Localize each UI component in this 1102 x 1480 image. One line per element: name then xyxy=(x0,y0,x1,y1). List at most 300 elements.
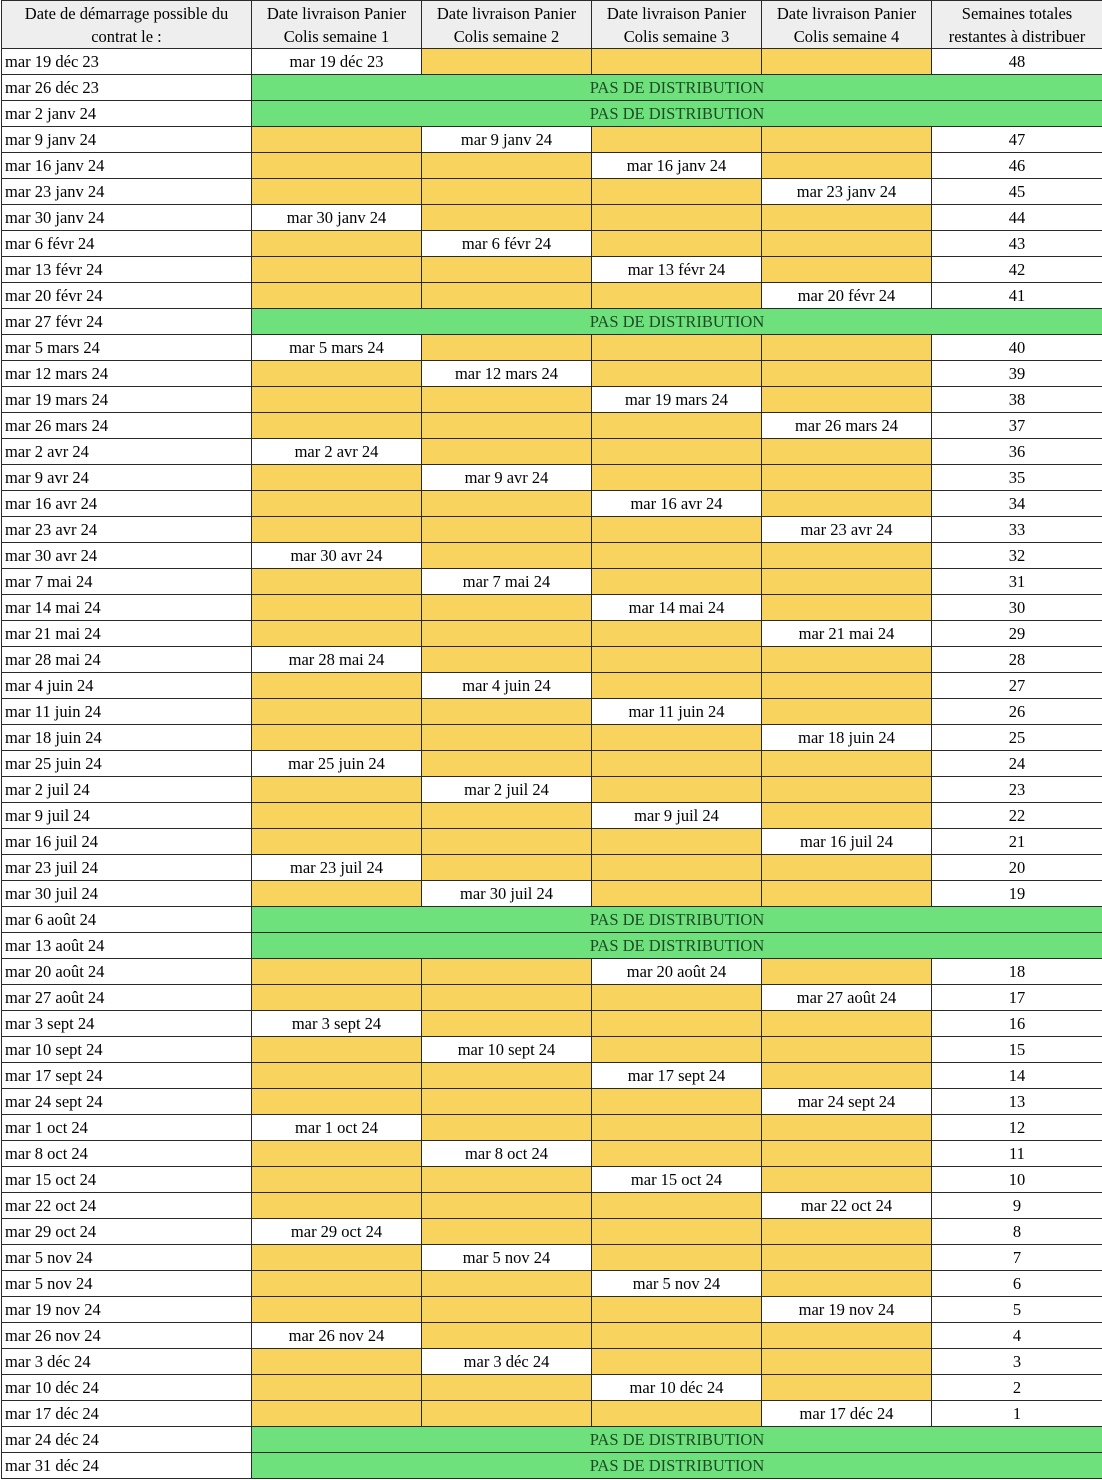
start-date-cell: mar 8 oct 24 xyxy=(2,1141,252,1167)
empty-week-cell xyxy=(592,179,762,205)
table-row xyxy=(2,1323,1102,1349)
remaining-weeks-cell: 41 xyxy=(932,283,1102,309)
empty-week-cell xyxy=(762,439,932,465)
start-date-cell: mar 16 janv 24 xyxy=(2,153,252,179)
delivery-date-cell-week-3: mar 16 avr 24 xyxy=(592,491,762,517)
delivery-date-cell-week-2: mar 5 nov 24 xyxy=(422,1245,592,1271)
empty-week-cell xyxy=(592,1245,762,1271)
empty-week-cell xyxy=(762,959,932,985)
empty-week-cell xyxy=(252,1141,422,1167)
table-row xyxy=(2,283,1102,309)
header-row xyxy=(2,1,1102,49)
start-date-cell: mar 31 déc 24 xyxy=(2,1453,252,1479)
no-distribution-cell: PAS DE DISTRIBUTION xyxy=(252,1453,1102,1479)
delivery-date-cell-week-1: mar 30 avr 24 xyxy=(252,543,422,569)
empty-week-cell xyxy=(252,491,422,517)
start-date-cell: mar 2 janv 24 xyxy=(2,101,252,127)
delivery-date-cell-week-1: mar 3 sept 24 xyxy=(252,1011,422,1037)
empty-week-cell xyxy=(762,673,932,699)
remaining-weeks-cell: 29 xyxy=(932,621,1102,647)
start-date-cell: mar 30 janv 24 xyxy=(2,205,252,231)
start-date-cell: mar 20 févr 24 xyxy=(2,283,252,309)
empty-week-cell xyxy=(762,1115,932,1141)
remaining-weeks-cell: 2 xyxy=(932,1375,1102,1401)
empty-week-cell xyxy=(422,491,592,517)
empty-week-cell xyxy=(762,595,932,621)
remaining-weeks-cell: 24 xyxy=(932,751,1102,777)
table-row xyxy=(2,517,1102,543)
empty-week-cell xyxy=(422,517,592,543)
start-date-cell: mar 20 août 24 xyxy=(2,959,252,985)
delivery-date-cell-week-2: mar 10 sept 24 xyxy=(422,1037,592,1063)
empty-week-cell xyxy=(592,725,762,751)
start-date-cell: mar 10 sept 24 xyxy=(2,1037,252,1063)
empty-week-cell xyxy=(422,1219,592,1245)
remaining-weeks-cell: 18 xyxy=(932,959,1102,985)
table-row xyxy=(2,543,1102,569)
empty-week-cell xyxy=(592,465,762,491)
empty-week-cell xyxy=(592,569,762,595)
start-date-cell: mar 16 juil 24 xyxy=(2,829,252,855)
table-row xyxy=(2,1297,1102,1323)
remaining-weeks-cell: 12 xyxy=(932,1115,1102,1141)
delivery-date-cell-week-1: mar 5 mars 24 xyxy=(252,335,422,361)
table-row xyxy=(2,595,1102,621)
table-row xyxy=(2,621,1102,647)
table-row xyxy=(2,387,1102,413)
empty-week-cell xyxy=(762,1011,932,1037)
delivery-date-cell-week-3: mar 9 juil 24 xyxy=(592,803,762,829)
empty-week-cell xyxy=(422,1375,592,1401)
empty-week-cell xyxy=(252,1401,422,1427)
start-date-cell: mar 19 mars 24 xyxy=(2,387,252,413)
delivery-date-cell-week-1: mar 28 mai 24 xyxy=(252,647,422,673)
remaining-weeks-cell: 34 xyxy=(932,491,1102,517)
start-date-cell: mar 27 août 24 xyxy=(2,985,252,1011)
start-date-cell: mar 26 mars 24 xyxy=(2,413,252,439)
start-date-cell: mar 18 juin 24 xyxy=(2,725,252,751)
empty-week-cell xyxy=(762,1141,932,1167)
delivery-date-cell-week-4: mar 23 avr 24 xyxy=(762,517,932,543)
table-row xyxy=(2,1089,1102,1115)
empty-week-cell xyxy=(422,153,592,179)
empty-week-cell xyxy=(762,361,932,387)
empty-week-cell xyxy=(762,1167,932,1193)
header-week-2: Date livraison Panier Colis semaine 2 xyxy=(422,1,592,49)
remaining-weeks-cell: 7 xyxy=(932,1245,1102,1271)
delivery-date-cell-week-2: mar 7 mai 24 xyxy=(422,569,592,595)
remaining-weeks-cell: 13 xyxy=(932,1089,1102,1115)
no-distribution-row xyxy=(2,907,1102,933)
empty-week-cell xyxy=(422,803,592,829)
empty-week-cell xyxy=(252,569,422,595)
empty-week-cell xyxy=(252,1271,422,1297)
start-date-cell: mar 10 déc 24 xyxy=(2,1375,252,1401)
table-header xyxy=(2,1,1102,49)
empty-week-cell xyxy=(422,985,592,1011)
empty-week-cell xyxy=(592,1037,762,1063)
delivery-date-cell-week-3: mar 5 nov 24 xyxy=(592,1271,762,1297)
empty-week-cell xyxy=(592,127,762,153)
remaining-weeks-cell: 4 xyxy=(932,1323,1102,1349)
start-date-cell: mar 24 déc 24 xyxy=(2,1427,252,1453)
empty-week-cell xyxy=(422,1063,592,1089)
delivery-date-cell-week-1: mar 1 oct 24 xyxy=(252,1115,422,1141)
start-date-cell: mar 22 oct 24 xyxy=(2,1193,252,1219)
empty-week-cell xyxy=(592,361,762,387)
header-week-3: Date livraison Panier Colis semaine 3 xyxy=(592,1,762,49)
empty-week-cell xyxy=(252,283,422,309)
empty-week-cell xyxy=(252,361,422,387)
empty-week-cell xyxy=(592,881,762,907)
empty-week-cell xyxy=(252,725,422,751)
remaining-weeks-cell: 30 xyxy=(932,595,1102,621)
delivery-date-cell-week-2: mar 12 mars 24 xyxy=(422,361,592,387)
empty-week-cell xyxy=(592,1193,762,1219)
start-date-cell: mar 30 avr 24 xyxy=(2,543,252,569)
start-date-cell: mar 9 avr 24 xyxy=(2,465,252,491)
table-row xyxy=(2,829,1102,855)
table-row xyxy=(2,439,1102,465)
header-start-date: Date de démarrage possible du contrat le : xyxy=(2,1,252,49)
remaining-weeks-cell: 48 xyxy=(932,49,1102,75)
empty-week-cell xyxy=(592,413,762,439)
empty-week-cell xyxy=(762,647,932,673)
remaining-weeks-cell: 26 xyxy=(932,699,1102,725)
start-date-cell: mar 2 avr 24 xyxy=(2,439,252,465)
empty-week-cell xyxy=(592,673,762,699)
start-date-cell: mar 27 févr 24 xyxy=(2,309,252,335)
empty-week-cell xyxy=(592,1219,762,1245)
empty-week-cell xyxy=(252,257,422,283)
no-distribution-cell: PAS DE DISTRIBUTION xyxy=(252,75,1102,101)
empty-week-cell xyxy=(422,387,592,413)
delivery-date-cell-week-1: mar 23 juil 24 xyxy=(252,855,422,881)
remaining-weeks-cell: 25 xyxy=(932,725,1102,751)
empty-week-cell xyxy=(592,647,762,673)
empty-week-cell xyxy=(252,465,422,491)
table-row xyxy=(2,231,1102,257)
empty-week-cell xyxy=(252,985,422,1011)
empty-week-cell xyxy=(422,751,592,777)
no-distribution-row xyxy=(2,933,1102,959)
table-row xyxy=(2,881,1102,907)
no-distribution-row xyxy=(2,1453,1102,1479)
remaining-weeks-cell: 46 xyxy=(932,153,1102,179)
start-date-cell: mar 13 août 24 xyxy=(2,933,252,959)
delivery-date-cell-week-3: mar 16 janv 24 xyxy=(592,153,762,179)
empty-week-cell xyxy=(762,1037,932,1063)
remaining-weeks-cell: 21 xyxy=(932,829,1102,855)
start-date-cell: mar 12 mars 24 xyxy=(2,361,252,387)
delivery-date-cell-week-2: mar 2 juil 24 xyxy=(422,777,592,803)
table-row xyxy=(2,491,1102,517)
table-row xyxy=(2,257,1102,283)
start-date-cell: mar 1 oct 24 xyxy=(2,1115,252,1141)
remaining-weeks-cell: 11 xyxy=(932,1141,1102,1167)
delivery-date-cell-week-2: mar 8 oct 24 xyxy=(422,1141,592,1167)
start-date-cell: mar 5 mars 24 xyxy=(2,335,252,361)
empty-week-cell xyxy=(762,569,932,595)
table-row xyxy=(2,413,1102,439)
empty-week-cell xyxy=(592,621,762,647)
remaining-weeks-cell: 37 xyxy=(932,413,1102,439)
remaining-weeks-cell: 35 xyxy=(932,465,1102,491)
empty-week-cell xyxy=(592,205,762,231)
empty-week-cell xyxy=(422,1297,592,1323)
table-row xyxy=(2,699,1102,725)
start-date-cell: mar 23 juil 24 xyxy=(2,855,252,881)
empty-week-cell xyxy=(422,205,592,231)
remaining-weeks-cell: 14 xyxy=(932,1063,1102,1089)
empty-week-cell xyxy=(422,699,592,725)
empty-week-cell xyxy=(422,595,592,621)
empty-week-cell xyxy=(252,699,422,725)
delivery-date-cell-week-4: mar 23 janv 24 xyxy=(762,179,932,205)
start-date-cell: mar 23 janv 24 xyxy=(2,179,252,205)
empty-week-cell xyxy=(592,439,762,465)
empty-week-cell xyxy=(762,751,932,777)
empty-week-cell xyxy=(762,855,932,881)
start-date-cell: mar 5 nov 24 xyxy=(2,1271,252,1297)
empty-week-cell xyxy=(422,1011,592,1037)
start-date-cell: mar 14 mai 24 xyxy=(2,595,252,621)
empty-week-cell xyxy=(762,231,932,257)
remaining-weeks-cell: 43 xyxy=(932,231,1102,257)
table-row xyxy=(2,1193,1102,1219)
empty-week-cell xyxy=(762,881,932,907)
remaining-weeks-cell: 20 xyxy=(932,855,1102,881)
start-date-cell: mar 7 mai 24 xyxy=(2,569,252,595)
start-date-cell: mar 30 juil 24 xyxy=(2,881,252,907)
header-week-4: Date livraison Panier Colis semaine 4 xyxy=(762,1,932,49)
empty-week-cell xyxy=(422,1323,592,1349)
delivery-date-cell-week-2: mar 30 juil 24 xyxy=(422,881,592,907)
empty-week-cell xyxy=(422,283,592,309)
table-row xyxy=(2,153,1102,179)
start-date-cell: mar 26 déc 23 xyxy=(2,75,252,101)
remaining-weeks-cell: 19 xyxy=(932,881,1102,907)
remaining-weeks-cell: 23 xyxy=(932,777,1102,803)
start-date-cell: mar 17 déc 24 xyxy=(2,1401,252,1427)
delivery-date-cell-week-2: mar 4 juin 24 xyxy=(422,673,592,699)
empty-week-cell xyxy=(762,777,932,803)
delivery-schedule-table xyxy=(1,0,1102,1479)
empty-week-cell xyxy=(592,231,762,257)
delivery-date-cell-week-1: mar 2 avr 24 xyxy=(252,439,422,465)
delivery-date-cell-week-2: mar 3 déc 24 xyxy=(422,1349,592,1375)
empty-week-cell xyxy=(252,1193,422,1219)
table-row xyxy=(2,205,1102,231)
start-date-cell: mar 24 sept 24 xyxy=(2,1089,252,1115)
remaining-weeks-cell: 44 xyxy=(932,205,1102,231)
start-date-cell: mar 11 juin 24 xyxy=(2,699,252,725)
empty-week-cell xyxy=(422,1401,592,1427)
empty-week-cell xyxy=(422,855,592,881)
empty-week-cell xyxy=(762,257,932,283)
table-row xyxy=(2,1115,1102,1141)
start-date-cell: mar 29 oct 24 xyxy=(2,1219,252,1245)
start-date-cell: mar 15 oct 24 xyxy=(2,1167,252,1193)
start-date-cell: mar 6 août 24 xyxy=(2,907,252,933)
table-row xyxy=(2,725,1102,751)
start-date-cell: mar 13 févr 24 xyxy=(2,257,252,283)
empty-week-cell xyxy=(592,985,762,1011)
start-date-cell: mar 28 mai 24 xyxy=(2,647,252,673)
empty-week-cell xyxy=(252,1063,422,1089)
delivery-date-cell-week-3: mar 13 févr 24 xyxy=(592,257,762,283)
empty-week-cell xyxy=(762,387,932,413)
empty-week-cell xyxy=(422,1115,592,1141)
table-row xyxy=(2,1167,1102,1193)
delivery-date-cell-week-3: mar 15 oct 24 xyxy=(592,1167,762,1193)
empty-week-cell xyxy=(252,803,422,829)
empty-week-cell xyxy=(252,1349,422,1375)
empty-week-cell xyxy=(762,1349,932,1375)
empty-week-cell xyxy=(252,621,422,647)
remaining-weeks-cell: 42 xyxy=(932,257,1102,283)
empty-week-cell xyxy=(252,413,422,439)
delivery-date-cell-week-4: mar 20 févr 24 xyxy=(762,283,932,309)
remaining-weeks-cell: 1 xyxy=(932,1401,1102,1427)
empty-week-cell xyxy=(762,465,932,491)
start-date-cell: mar 19 déc 23 xyxy=(2,49,252,75)
table-row xyxy=(2,1219,1102,1245)
empty-week-cell xyxy=(422,1167,592,1193)
delivery-date-cell-week-4: mar 24 sept 24 xyxy=(762,1089,932,1115)
remaining-weeks-cell: 6 xyxy=(932,1271,1102,1297)
delivery-date-cell-week-3: mar 14 mai 24 xyxy=(592,595,762,621)
empty-week-cell xyxy=(252,153,422,179)
empty-week-cell xyxy=(762,1219,932,1245)
remaining-weeks-cell: 33 xyxy=(932,517,1102,543)
remaining-weeks-cell: 17 xyxy=(932,985,1102,1011)
empty-week-cell xyxy=(592,1089,762,1115)
start-date-cell: mar 5 nov 24 xyxy=(2,1245,252,1271)
empty-week-cell xyxy=(592,517,762,543)
start-date-cell: mar 6 févr 24 xyxy=(2,231,252,257)
empty-week-cell xyxy=(422,49,592,75)
start-date-cell: mar 3 sept 24 xyxy=(2,1011,252,1037)
table-row xyxy=(2,1401,1102,1427)
remaining-weeks-cell: 40 xyxy=(932,335,1102,361)
start-date-cell: mar 9 janv 24 xyxy=(2,127,252,153)
empty-week-cell xyxy=(422,829,592,855)
no-distribution-cell: PAS DE DISTRIBUTION xyxy=(252,101,1102,127)
empty-week-cell xyxy=(252,1245,422,1271)
empty-week-cell xyxy=(422,959,592,985)
table-row xyxy=(2,751,1102,777)
empty-week-cell xyxy=(592,751,762,777)
no-distribution-cell: PAS DE DISTRIBUTION xyxy=(252,907,1102,933)
remaining-weeks-cell: 45 xyxy=(932,179,1102,205)
table-row xyxy=(2,855,1102,881)
table-row xyxy=(2,1349,1102,1375)
table-row xyxy=(2,803,1102,829)
empty-week-cell xyxy=(252,595,422,621)
empty-week-cell xyxy=(252,517,422,543)
table-row xyxy=(2,49,1102,75)
empty-week-cell xyxy=(252,387,422,413)
start-date-cell: mar 9 juil 24 xyxy=(2,803,252,829)
empty-week-cell xyxy=(762,153,932,179)
empty-week-cell xyxy=(252,1037,422,1063)
remaining-weeks-cell: 10 xyxy=(932,1167,1102,1193)
empty-week-cell xyxy=(592,49,762,75)
empty-week-cell xyxy=(762,335,932,361)
empty-week-cell xyxy=(762,803,932,829)
delivery-date-cell-week-3: mar 11 juin 24 xyxy=(592,699,762,725)
empty-week-cell xyxy=(762,491,932,517)
empty-week-cell xyxy=(762,699,932,725)
empty-week-cell xyxy=(422,413,592,439)
empty-week-cell xyxy=(592,1297,762,1323)
empty-week-cell xyxy=(422,1089,592,1115)
empty-week-cell xyxy=(762,1245,932,1271)
remaining-weeks-cell: 38 xyxy=(932,387,1102,413)
empty-week-cell xyxy=(422,257,592,283)
table-row xyxy=(2,1141,1102,1167)
empty-week-cell xyxy=(252,881,422,907)
empty-week-cell xyxy=(592,1011,762,1037)
delivery-date-cell-week-3: mar 20 août 24 xyxy=(592,959,762,985)
empty-week-cell xyxy=(252,959,422,985)
header-remaining-weeks: Semaines totales restantes à distribuer xyxy=(932,1,1102,49)
empty-week-cell xyxy=(252,1297,422,1323)
empty-week-cell xyxy=(592,1401,762,1427)
table-row xyxy=(2,179,1102,205)
no-distribution-cell: PAS DE DISTRIBUTION xyxy=(252,309,1102,335)
start-date-cell: mar 21 mai 24 xyxy=(2,621,252,647)
empty-week-cell xyxy=(592,1323,762,1349)
empty-week-cell xyxy=(252,673,422,699)
delivery-date-cell-week-2: mar 6 févr 24 xyxy=(422,231,592,257)
delivery-date-cell-week-1: mar 26 nov 24 xyxy=(252,1323,422,1349)
start-date-cell: mar 25 juin 24 xyxy=(2,751,252,777)
table-row xyxy=(2,1375,1102,1401)
empty-week-cell xyxy=(252,127,422,153)
start-date-cell: mar 3 déc 24 xyxy=(2,1349,252,1375)
remaining-weeks-cell: 8 xyxy=(932,1219,1102,1245)
delivery-date-cell-week-1: mar 30 janv 24 xyxy=(252,205,422,231)
delivery-date-cell-week-1: mar 25 juin 24 xyxy=(252,751,422,777)
remaining-weeks-cell: 27 xyxy=(932,673,1102,699)
remaining-weeks-cell: 16 xyxy=(932,1011,1102,1037)
empty-week-cell xyxy=(422,725,592,751)
table-row xyxy=(2,647,1102,673)
table-row xyxy=(2,959,1102,985)
no-distribution-row xyxy=(2,75,1102,101)
empty-week-cell xyxy=(252,231,422,257)
no-distribution-row xyxy=(2,309,1102,335)
table-row xyxy=(2,985,1102,1011)
empty-week-cell xyxy=(762,49,932,75)
table-row xyxy=(2,1245,1102,1271)
empty-week-cell xyxy=(762,543,932,569)
empty-week-cell xyxy=(592,335,762,361)
delivery-date-cell-week-4: mar 16 juil 24 xyxy=(762,829,932,855)
remaining-weeks-cell: 5 xyxy=(932,1297,1102,1323)
delivery-date-cell-week-1: mar 29 oct 24 xyxy=(252,1219,422,1245)
table-body xyxy=(2,49,1102,1479)
table-row xyxy=(2,673,1102,699)
start-date-cell: mar 19 nov 24 xyxy=(2,1297,252,1323)
empty-week-cell xyxy=(762,1271,932,1297)
remaining-weeks-cell: 28 xyxy=(932,647,1102,673)
start-date-cell: mar 23 avr 24 xyxy=(2,517,252,543)
empty-week-cell xyxy=(422,335,592,361)
table-row xyxy=(2,465,1102,491)
